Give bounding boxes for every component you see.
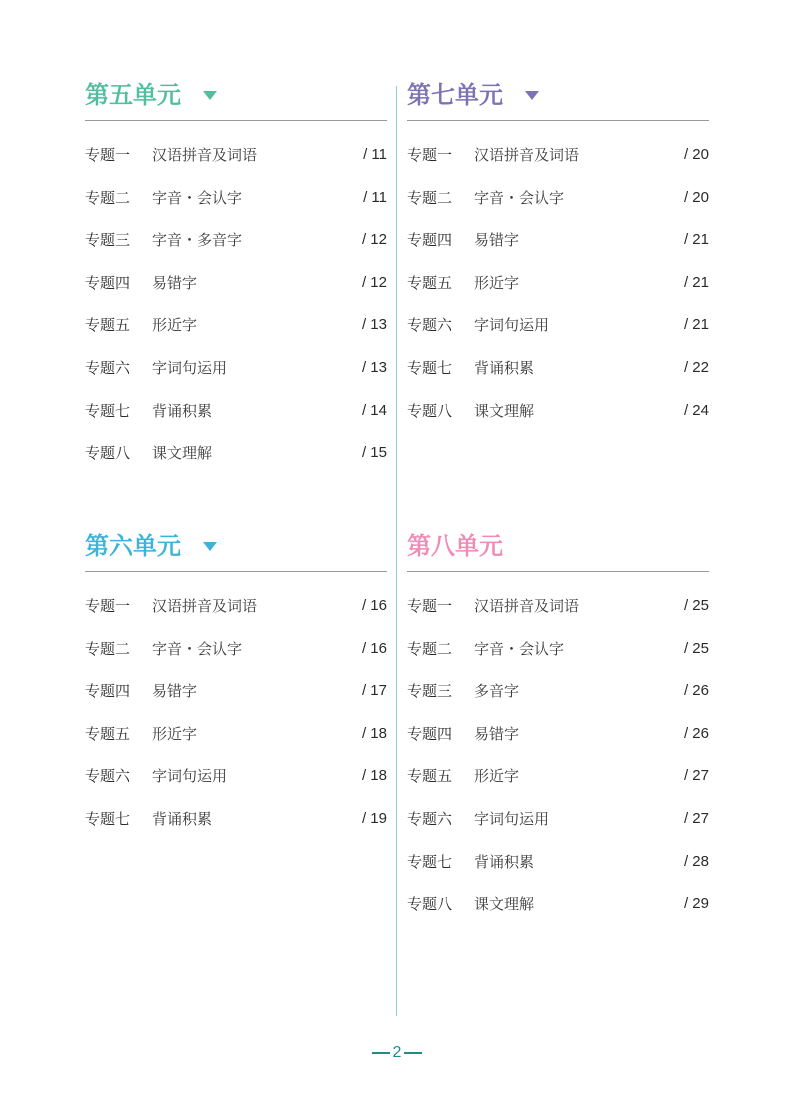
topic-name: 背诵积累 xyxy=(152,809,213,828)
topic-number: 专题一 xyxy=(85,146,131,164)
unit-title: 第七单元 xyxy=(407,81,503,109)
triangle-down-icon xyxy=(203,542,217,551)
page-ref: / 18 xyxy=(361,767,387,785)
topic-name: 汉语拼音及词语 xyxy=(474,597,580,615)
topic-list xyxy=(407,142,709,440)
topic-name: 汉语拼音及词语 xyxy=(474,146,580,164)
topic-number: 专题二 xyxy=(85,639,131,658)
toc-entry[interactable] xyxy=(407,142,709,185)
topic-number: 专题五 xyxy=(85,316,131,335)
page-ref: / 20 xyxy=(683,188,709,206)
topic-number: 专题六 xyxy=(85,358,131,377)
page-ref: / 21 xyxy=(683,231,709,249)
toc-entry[interactable] xyxy=(85,440,387,483)
toc-entry[interactable] xyxy=(85,185,387,228)
page-ref: / 17 xyxy=(361,682,387,700)
toc-entry[interactable] xyxy=(407,593,709,636)
toc-entry[interactable] xyxy=(85,593,387,636)
topic-name: 汉语拼音及词语 xyxy=(152,146,258,164)
toc-entry[interactable] xyxy=(85,636,387,679)
toc-entry[interactable] xyxy=(85,763,387,806)
page-number: 2 xyxy=(392,1044,402,1061)
toc-entry[interactable] xyxy=(407,891,709,934)
toc-entry[interactable] xyxy=(407,849,709,892)
topic-name: 易错字 xyxy=(152,273,198,292)
page-ref: / 13 xyxy=(361,358,387,376)
toc-entry[interactable] xyxy=(407,678,709,721)
toc-entry[interactable] xyxy=(407,227,709,270)
topic-list xyxy=(85,142,387,483)
toc-entry[interactable] xyxy=(407,185,709,228)
toc-entry[interactable] xyxy=(407,270,709,313)
topic-number: 专题八 xyxy=(85,444,131,463)
topic-number: 专题四 xyxy=(85,682,131,701)
toc-entry[interactable] xyxy=(407,636,709,679)
toc-entry[interactable] xyxy=(407,763,709,806)
page-ref: / 11 xyxy=(363,146,387,163)
topic-number: 专题三 xyxy=(85,231,131,250)
column-divider xyxy=(396,86,397,1016)
topic-number: 专题五 xyxy=(407,273,453,292)
unit-title: 第六单元 xyxy=(85,532,181,560)
page-ref: / 29 xyxy=(683,895,709,913)
topic-number: 专题七 xyxy=(85,401,131,420)
topic-name: 易错字 xyxy=(474,231,520,250)
topic-name: 形近字 xyxy=(152,724,198,743)
topic-list xyxy=(407,593,709,934)
topic-name: 多音字 xyxy=(474,682,520,701)
footer-dash-left xyxy=(372,1052,390,1054)
topic-name: 形近字 xyxy=(152,316,198,335)
topic-name: 形近字 xyxy=(474,273,520,292)
toc-entry[interactable] xyxy=(85,142,387,185)
topic-name: 背诵积累 xyxy=(152,401,213,420)
topic-name: 字音・会认字 xyxy=(474,639,565,658)
topic-number: 专题八 xyxy=(407,401,453,420)
page-ref: / 26 xyxy=(683,682,709,700)
toc-entry[interactable] xyxy=(85,721,387,764)
page-ref: / 12 xyxy=(361,231,387,249)
topic-name: 课文理解 xyxy=(474,401,535,420)
topic-name: 形近字 xyxy=(474,767,520,786)
page-ref: / 12 xyxy=(361,273,387,291)
topic-number: 专题一 xyxy=(85,597,131,615)
unit-section-8 xyxy=(407,531,709,934)
page-ref: / 11 xyxy=(363,188,387,206)
toc-entry[interactable] xyxy=(407,355,709,398)
unit-section-6 xyxy=(85,531,387,849)
toc-entry[interactable] xyxy=(407,806,709,849)
toc-entry[interactable] xyxy=(85,806,387,849)
triangle-down-icon xyxy=(525,91,539,100)
topic-number: 专题五 xyxy=(85,724,131,743)
unit-header xyxy=(85,80,387,121)
toc-entry[interactable] xyxy=(85,312,387,355)
topic-number: 专题六 xyxy=(85,767,131,786)
toc-entry[interactable] xyxy=(85,355,387,398)
toc-entry[interactable] xyxy=(407,721,709,764)
page-ref: / 14 xyxy=(361,401,387,419)
page-ref: / 28 xyxy=(683,852,709,870)
topic-number: 专题六 xyxy=(407,316,453,335)
page-ref: / 26 xyxy=(683,724,709,742)
page-ref: / 27 xyxy=(683,809,709,827)
page-ref: / 18 xyxy=(361,724,387,742)
page-ref: / 25 xyxy=(683,597,709,614)
toc-entry[interactable] xyxy=(85,227,387,270)
topic-name: 字音・会认字 xyxy=(474,188,565,207)
topic-number: 专题四 xyxy=(407,231,453,250)
unit-header xyxy=(407,80,709,121)
topic-number: 专题七 xyxy=(407,852,453,871)
topic-number: 专题二 xyxy=(407,188,453,207)
unit-title: 第五单元 xyxy=(85,81,181,109)
topic-number: 专题八 xyxy=(407,895,453,914)
topic-name: 背诵积累 xyxy=(474,852,535,871)
footer-dash-right xyxy=(404,1052,422,1054)
topic-number: 专题二 xyxy=(407,639,453,658)
toc-entry[interactable] xyxy=(407,398,709,441)
topic-name: 字音・会认字 xyxy=(152,188,243,207)
unit-header xyxy=(407,531,709,572)
toc-entry[interactable] xyxy=(407,312,709,355)
topic-name: 字词句运用 xyxy=(152,767,228,786)
page-ref: / 25 xyxy=(683,639,709,657)
topic-list xyxy=(85,593,387,849)
topic-name: 汉语拼音及词语 xyxy=(152,597,258,615)
page-footer xyxy=(0,1042,794,1064)
topic-number: 专题七 xyxy=(407,358,453,377)
page-ref: / 16 xyxy=(361,639,387,657)
topic-name: 课文理解 xyxy=(474,895,535,914)
topic-number: 专题一 xyxy=(407,597,453,615)
page-ref: / 24 xyxy=(683,401,709,419)
page-ref: / 27 xyxy=(683,767,709,785)
topic-name: 易错字 xyxy=(152,682,198,701)
page-ref: / 15 xyxy=(361,444,387,462)
topic-name: 课文理解 xyxy=(152,444,213,463)
topic-name: 字音・多音字 xyxy=(152,231,243,250)
topic-name: 背诵积累 xyxy=(474,358,535,377)
toc-entry[interactable] xyxy=(85,678,387,721)
page-ref: / 21 xyxy=(683,316,709,334)
topic-name: 字词句运用 xyxy=(474,316,550,335)
unit-section-7 xyxy=(407,80,709,440)
topic-number: 专题一 xyxy=(407,146,453,164)
page-ref: / 22 xyxy=(683,358,709,376)
topic-number: 专题二 xyxy=(85,188,131,207)
triangle-down-icon xyxy=(203,91,217,100)
unit-section-5 xyxy=(85,80,387,483)
page-ref: / 20 xyxy=(683,146,709,163)
topic-number: 专题七 xyxy=(85,809,131,828)
topic-number: 专题四 xyxy=(407,724,453,743)
page-ref: / 21 xyxy=(683,273,709,291)
topic-number: 专题四 xyxy=(85,273,131,292)
unit-title: 第八单元 xyxy=(407,532,503,560)
unit-header xyxy=(85,531,387,572)
page-ref: / 19 xyxy=(361,809,387,827)
page-ref: / 16 xyxy=(361,597,387,614)
toc-entry[interactable] xyxy=(85,270,387,313)
page-ref: / 13 xyxy=(361,316,387,334)
topic-number: 专题三 xyxy=(407,682,453,701)
topic-number: 专题六 xyxy=(407,809,453,828)
topic-name: 易错字 xyxy=(474,724,520,743)
topic-name: 字词句运用 xyxy=(152,358,228,377)
topic-name: 字音・会认字 xyxy=(152,639,243,658)
topic-name: 字词句运用 xyxy=(474,809,550,828)
toc-entry[interactable] xyxy=(85,398,387,441)
topic-number: 专题五 xyxy=(407,767,453,786)
